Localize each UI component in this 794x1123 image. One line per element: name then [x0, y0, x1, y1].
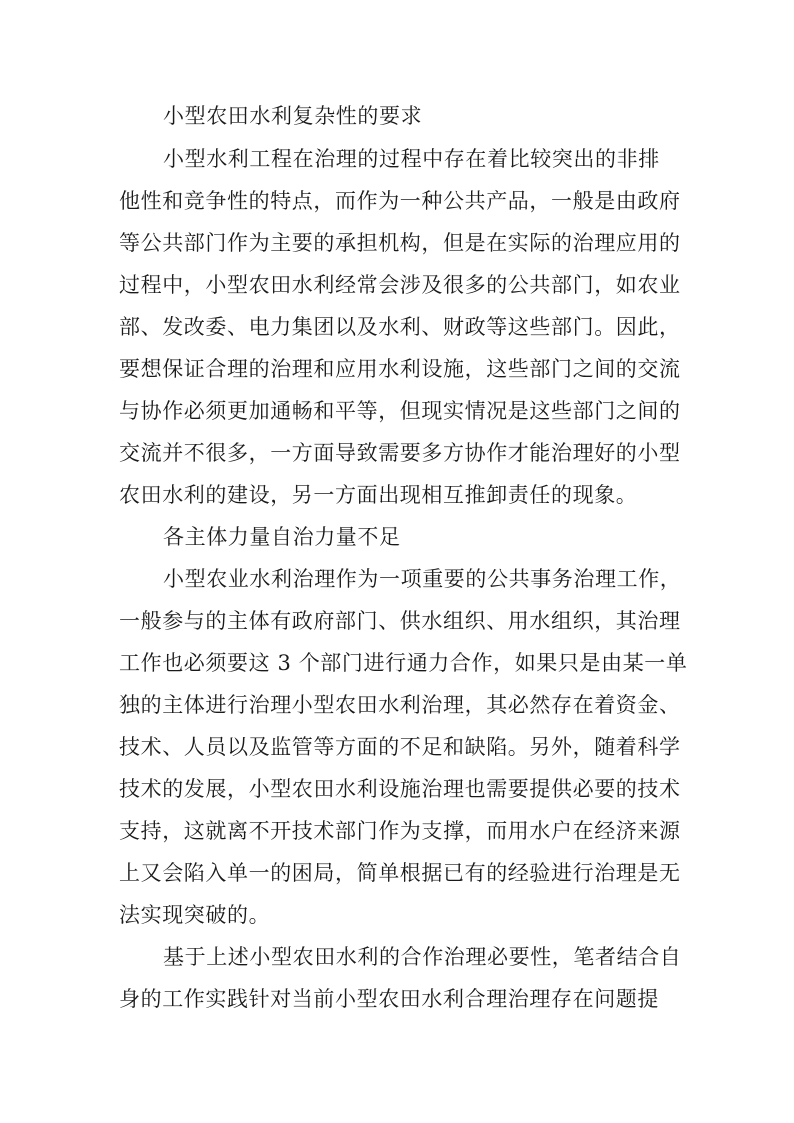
paragraph-line: 技术的发展，小型农田水利设施治理也需要提供必要的技术 — [119, 777, 681, 801]
paragraph-line: 身的工作实践针对当前小型农田水利合理治理存在问题提 — [119, 987, 659, 1011]
paragraph-line: 过程中，小型农田水利经常会涉及很多的公共部门，如农业 — [119, 273, 681, 297]
section-heading: 小型农田水利复杂性的要求 — [163, 104, 423, 128]
paragraph-line: 要想保证合理的治理和应用水利设施，这些部门之间的交流 — [119, 357, 681, 381]
paragraph-line: 技术、人员以及监管等方面的不足和缺陷。另外，随着科学 — [119, 735, 681, 759]
paragraph-line: 一般参与的主体有政府部门、供水组织、用水组织，其治理 — [119, 609, 681, 633]
section-heading: 各主体力量自治力量不足 — [163, 525, 401, 549]
paragraph-line: 法实现突破的。 — [119, 903, 271, 927]
paragraph-line: 工作也必须要这 3 个部门进行通力合作，如果只是由某一单 — [119, 651, 688, 675]
paragraph-line: 小型水利工程在治理的过程中存在着比较突出的非排 — [163, 147, 660, 171]
paragraph-line: 基于上述小型农田水利的合作治理必要性，笔者结合自 — [163, 945, 682, 969]
paragraph-line: 他性和竞争性的特点，而作为一种公共产品，一般是由政府 — [119, 189, 681, 213]
paragraph-line: 与协作必须更加通畅和平等，但现实情况是这些部门之间的 — [119, 399, 681, 423]
paragraph-line: 交流并不很多，一方面导致需要多方协作才能治理好的小型 — [119, 441, 681, 465]
paragraph-line: 上又会陷入单一的困局，简单根据已有的经验进行治理是无 — [119, 861, 681, 885]
paragraph-line: 支持，这就离不开技术部门作为支撑，而用水户在经济来源 — [119, 819, 681, 843]
paragraph-line: 小型农业水利治理作为一项重要的公共事务治理工作， — [163, 567, 682, 591]
paragraph-line: 独的主体进行治理小型农田水利治理，其必然存在着资金、 — [119, 693, 681, 717]
paragraph-line: 农田水利的建设，另一方面出现相互推卸责任的现象。 — [119, 483, 638, 507]
paragraph-line: 等公共部门作为主要的承担机构，但是在实际的治理应用的 — [119, 231, 681, 255]
paragraph-line: 部、发改委、电力集团以及水利、财政等这些部门。因此， — [119, 315, 681, 339]
